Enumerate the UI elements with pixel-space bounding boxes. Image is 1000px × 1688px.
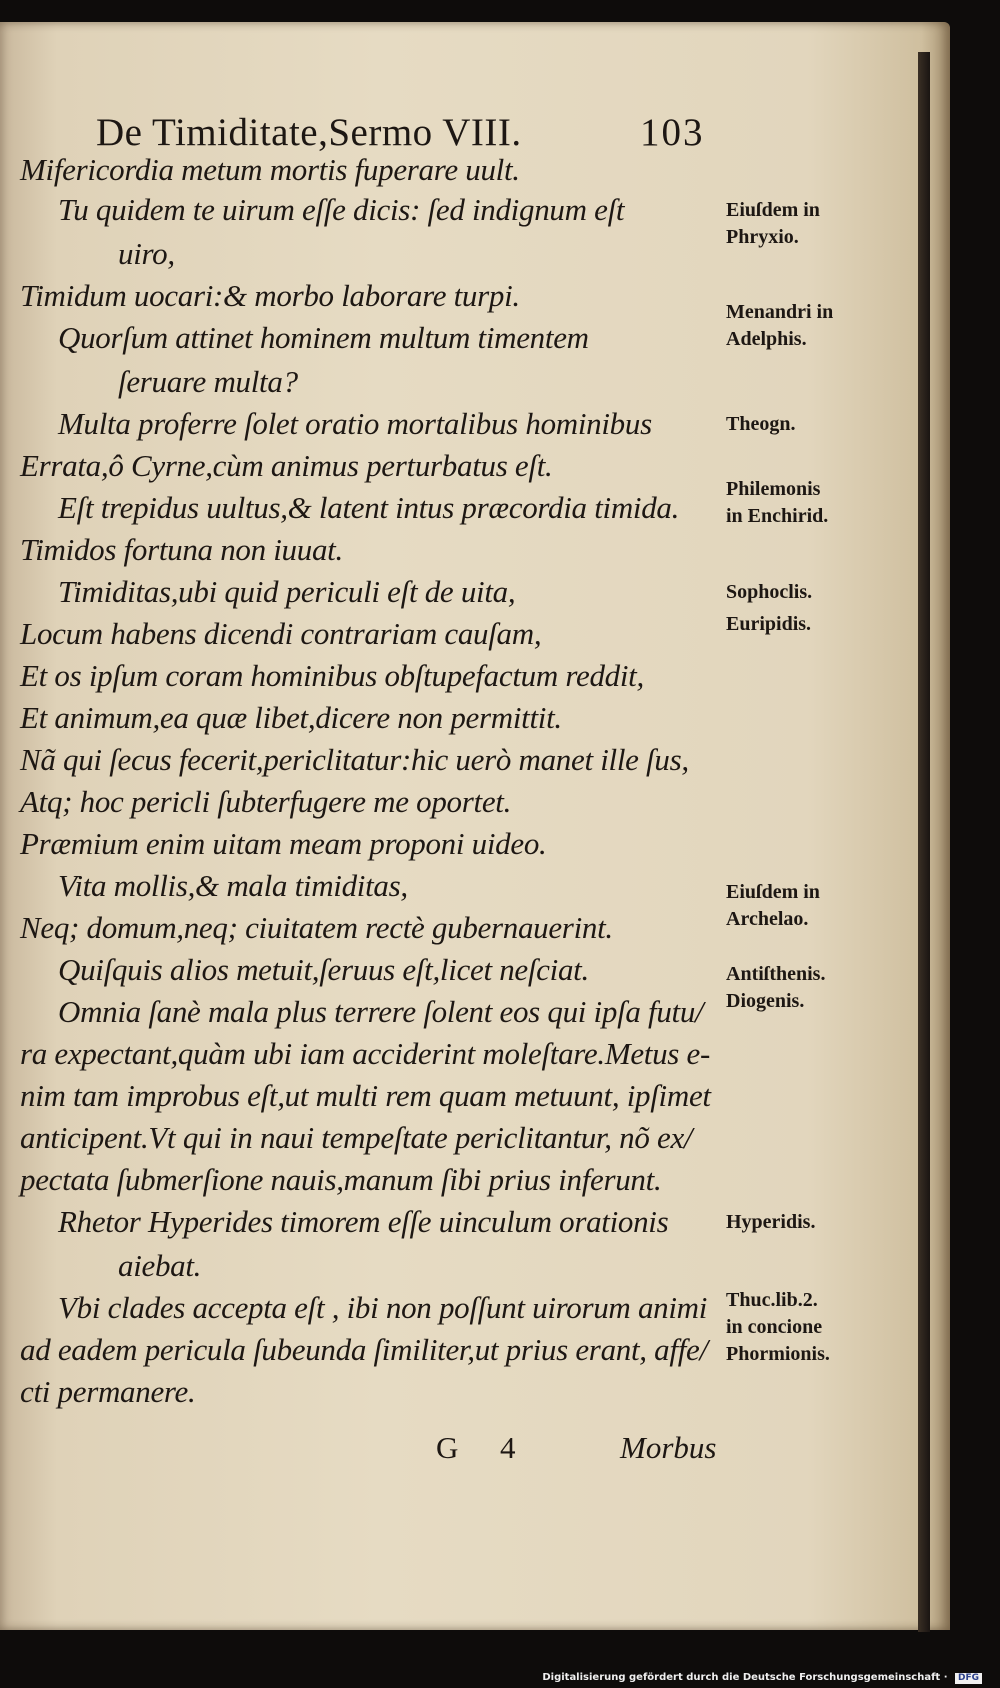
text-line: nim tam improbus eſt,ut multi rem quam metuunt, ipſimet: [20, 1078, 711, 1113]
page-edge-shadow: [918, 52, 930, 1632]
text-line: Errata,ô Cyrne,cùm animus perturbatus eſt.: [20, 448, 553, 483]
marginal-note: Thuc.lib.2. in concione Phormionis.: [726, 1289, 830, 1365]
text-line: Timidum uocari:& morbo laborare turpi.: [20, 278, 520, 313]
text-line: cti permanere.: [20, 1374, 196, 1409]
digitization-credit: [542, 1672, 982, 1684]
book-page: [0, 22, 950, 1630]
signature-number: 4: [500, 1430, 516, 1465]
text-line: Et animum,ea quæ libet,dicere non permittit.: [20, 700, 562, 735]
text-line: uiro,: [118, 236, 175, 271]
marginal-note: Hyperidis.: [726, 1211, 816, 1233]
dfg-logo: DFG: [955, 1673, 982, 1684]
text-line: aiebat.: [118, 1248, 202, 1283]
text-line: Vita mollis,& mala timiditas,: [58, 868, 408, 903]
text-line: Multa proferre ſolet oratio mortalibus hominibus: [58, 406, 652, 441]
text-line: pectata ſubmerſione nauis,manum ſibi prius inferunt.: [20, 1162, 662, 1197]
text-line: Eſt trepidus uultus,& latent intus præcordia timida.: [58, 490, 680, 525]
text-line: Timiditas,ubi quid periculi eſt de uita,: [58, 574, 516, 609]
credit-text: Digitalisierung gefördert durch die Deutsche Forschungsgemeinschaft ·: [542, 1672, 948, 1683]
text-line: Mifericordia metum mortis fuperare uult.: [20, 152, 520, 187]
text-line: Tu quidem te uirum eſſe dicis: ſed indignum eſt: [58, 192, 625, 227]
running-title: De Timiditate,Sermo VIII.: [96, 111, 522, 154]
marginal-note: Eiuſdem in Phryxio.: [726, 199, 820, 248]
catchword: Morbus: [620, 1430, 717, 1465]
marginal-note: Philemonis in Enchirid.: [726, 478, 829, 527]
folio-number: 103: [640, 111, 705, 154]
text-line: Locum habens dicendi contrariam cauſam,: [20, 616, 542, 651]
marginal-note: Theogn.: [726, 413, 796, 435]
marginal-note: Sophoclis.: [726, 581, 813, 603]
text-line: Nã qui ſecus fecerit,periclitatur:hic uerò manet ille ſus,: [20, 742, 689, 777]
text-line: Quorſum attinet hominem multum timentem: [58, 320, 589, 355]
text-line: anticipent.Vt qui in naui tempeſtate periclitantur, nõ ex/: [20, 1120, 693, 1155]
marginal-note: Euripidis.: [726, 613, 812, 635]
text-line: Omnia ſanè mala plus terrere ſolent eos qui ipſa futu/: [58, 994, 704, 1029]
marginal-note: Antiſthenis.: [726, 963, 826, 985]
text-line: ra expectant,quàm ubi iam acciderint moleſtare.Metus e-: [20, 1036, 711, 1071]
text-line: ſeruare multa?: [118, 364, 298, 399]
text-line: Timidos fortuna non iuuat.: [20, 532, 343, 567]
running-header: [96, 100, 716, 160]
marginal-note: Menandri in Adelphis.: [726, 301, 834, 350]
text-line: Atq; hoc pericli ſubterfugere me oportet.: [20, 784, 512, 819]
signature-mark: G: [436, 1430, 459, 1465]
text-line: Neq; domum,neq; ciuitatem rectè gubernauerint.: [20, 910, 613, 945]
text-line: Vbi clades accepta eſt , ibi non poſſunt uirorum animi: [58, 1290, 708, 1325]
marginal-note: Eiuſdem in Archelao.: [726, 881, 820, 930]
text-line: ad eadem pericula ſubeunda ſimiliter,ut prius erant, affe/: [20, 1332, 708, 1367]
text-line: Præmium enim uitam meam proponi uideo.: [20, 826, 547, 861]
marginal-note: Diogenis.: [726, 990, 805, 1012]
text-line: Et os ipſum coram hominibus obſtupefactum reddit,: [20, 658, 644, 693]
text-line: Rhetor Hyperides timorem eſſe uinculum orationis: [58, 1204, 669, 1239]
text-line: Quiſquis alios metuit,ſeruus eſt,licet neſciat.: [58, 952, 589, 987]
